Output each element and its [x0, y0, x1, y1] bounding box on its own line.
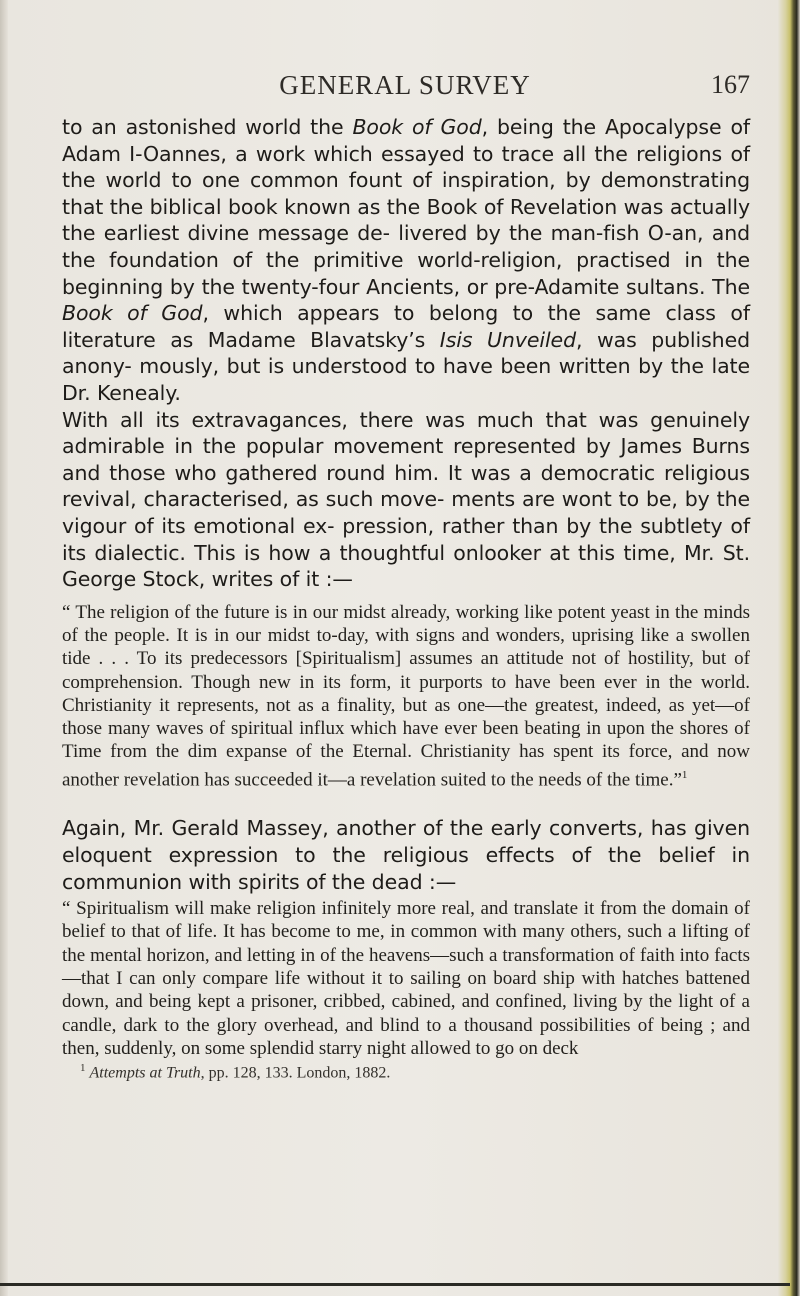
page-right-edge — [778, 0, 800, 1296]
italic-title: Isis Unveiled — [439, 327, 576, 352]
footnote-mark: 1 — [80, 1062, 86, 1075]
paragraph-massey: Again, Mr. Gerald Massey, another of the early converts, has given eloquent expression to the religious effects of the belief in communion with spirits of the dead :— — [62, 816, 750, 894]
paragraph-popular-movement: With all its extravagances, there was much that was genuinely admirable in the popular movement represented by James Burns and those who gathered round him. It was a democratic religious revival, characterised, as such move- ments are wont to be, by the vigour of its emotional ex- pression, rather than by the subtlety of its dialectic. This is how a thoughtful onlooker at this time, Mr. St. George Stock, writes of it :— — [62, 407, 750, 592]
text-run: , being the Apocalypse of Adam I-Oannes, a work which essayed to trace all the religions of the world to one common fount of inspiration, by demonstrating that the biblical book known as the Book of Revelation was actually the earliest divine message de- livered by the man-fish O-an, and the foundation of the primitive world-religion, practised in the beginning by the twenty-four Ancients, or pre-Adamite sultans. The — [62, 115, 751, 299]
block-quote-stock — [62, 601, 750, 792]
italic-title: Book of God — [62, 301, 203, 326]
italic-title: Book of God — [352, 115, 482, 139]
block-quote-massey: “ Spiritualism will make religion infinitely more real, and translate it from the domain of belief to that of life. It has become to me, in common with many others, such a lifting of the mental horizon, and letting in of the heavens—such a transformation of faith into facts—that I can only compare life without it to sailing on board ship with hatches battened down, and being kept a prisoner, cribbed, cabined, and confined, living by the light of a candle, dark to the glory overhead, and blind to a thousand possibilities of being ; and then, suddenly, on some splendid starry night allowed to go on deck — [62, 898, 750, 1059]
footnote-reference: 1 — [681, 768, 688, 781]
running-title: GENERAL SURVEY — [279, 70, 531, 100]
bottom-rule — [0, 1283, 790, 1286]
paragraph-book-of-god — [62, 114, 750, 407]
page-header — [60, 70, 750, 106]
quote-text: “ The religion of the future is in our midst already, working like potent yeast in the minds of the people. It is in our midst to-day, with signs and wonders, uprising like a swollen tide . . . To its predecessors [Spiritualism] assumes an attitude not of hostility, but of comprehension. Though new in its form, it purports to have been ever in the world. Christianity it represents, not as a finality, but as one—the greatest, indeed, as yet—of those many waves of spiritual influx which have ever been beating in upon the shores of Time from the dim expanse of the Eternal. Christianity has spent its force, and now another revelation has succeeded it—a revelation suited to the needs of the time.” — [62, 601, 750, 791]
footnote — [62, 1062, 750, 1082]
text-run: , which appears to belong to the same class of literature as Madame Blavatsky’s — [62, 301, 750, 352]
page-number: 167 — [711, 70, 750, 99]
footnote-title: Attempts at Truth — [89, 1064, 201, 1082]
text-run: , was published anony- mously, but is understood to have been written by the late Dr. Kenealy. — [62, 327, 750, 405]
footnote-citation: , pp. 128, 133. London, 1882. — [200, 1064, 391, 1082]
page-left-edge — [0, 0, 8, 1296]
page-body — [62, 114, 750, 1083]
text-run: to an astonished world the — [62, 115, 353, 139]
